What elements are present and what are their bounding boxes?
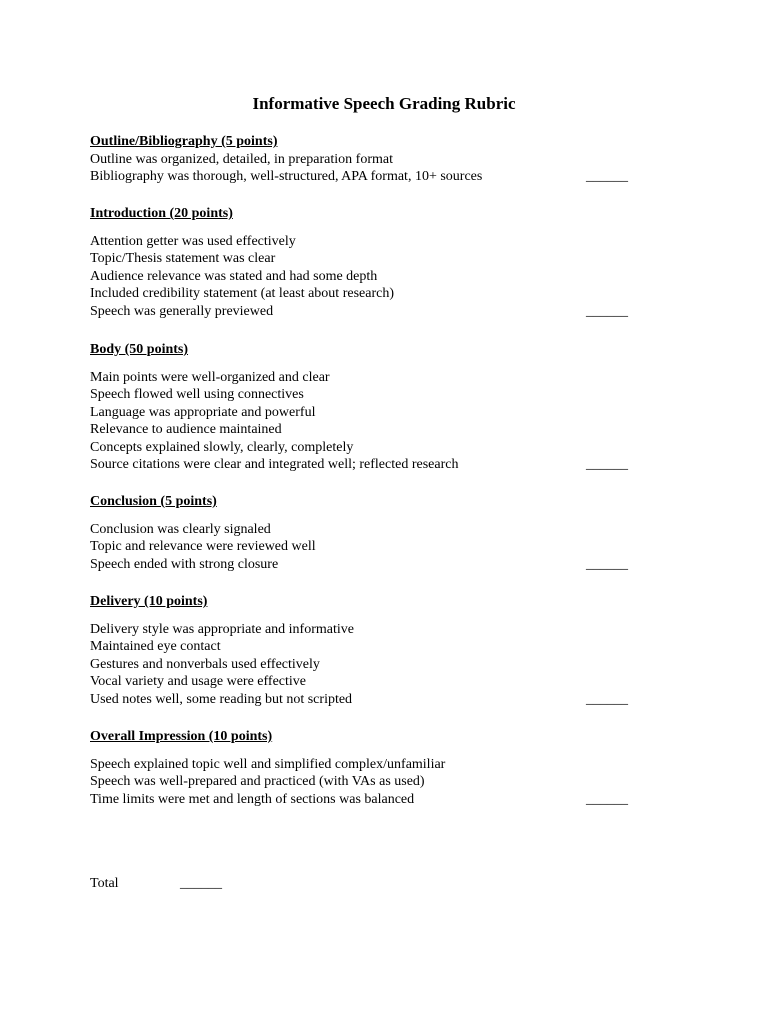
rubric-item: Maintained eye contact — [90, 639, 221, 654]
rubric-item: Speech flowed well using connectives — [90, 387, 304, 402]
section-heading: Overall Impression (10 points) — [90, 729, 273, 744]
total-blank: ______ — [180, 876, 222, 891]
rubric-item: Speech was well-prepared and practiced (with VAs as used) — [90, 774, 425, 789]
rubric-item-text: Speech ended with strong closure — [90, 556, 279, 572]
rubric-item: Conclusion was clearly signaled — [90, 521, 271, 537]
rubric-item: Speech explained topic well and simplified complex/unfamiliar — [90, 756, 446, 772]
rubric-item: Vocal variety and usage were effective — [90, 674, 306, 689]
rubric-item-last — [90, 691, 650, 709]
rubric-item: Included credibility statement (at least about research) — [90, 286, 394, 301]
rubric-item-last — [90, 456, 650, 474]
rubric-item: Outline was organized, detailed, in preparation format — [90, 151, 393, 167]
rubric-item-last — [90, 791, 650, 809]
rubric-item: Topic/Thesis statement was clear — [90, 251, 276, 266]
section-body — [90, 341, 650, 474]
total-row — [90, 875, 290, 893]
section-heading: Outline/Bibliography (5 points) — [90, 134, 278, 149]
score-blank: ______ — [586, 691, 628, 707]
score-blank: ______ — [586, 303, 628, 319]
section-heading: Delivery (10 points) — [90, 594, 208, 609]
rubric-item: Attention getter was used effectively — [90, 233, 296, 249]
page-title: Informative Speech Grading Rubric — [252, 94, 516, 113]
section-heading: Body (50 points) — [90, 342, 189, 357]
rubric-item: Topic and relevance were reviewed well — [90, 539, 316, 554]
rubric-item-last — [90, 556, 650, 574]
section-introduction — [90, 205, 650, 320]
rubric-item: Relevance to audience maintained — [90, 422, 282, 437]
rubric-item-text: Time limits were met and length of sections was balanced — [90, 791, 415, 807]
rubric-item: Audience relevance was stated and had some depth — [90, 268, 378, 284]
rubric-item-text: Source citations were clear and integrated well; reflected research — [90, 457, 459, 472]
section-heading: Introduction (20 points) — [90, 206, 233, 221]
rubric-item-text: Speech was generally previewed — [90, 303, 274, 319]
rubric-item-text: Used notes well, some reading but not scripted — [90, 691, 353, 707]
total-label: Total — [90, 876, 119, 891]
rubric-item: Language was appropriate and powerful — [90, 404, 316, 420]
rubric-item-text: Bibliography was thorough, well-structured, APA format, 10+ sources — [90, 169, 483, 184]
section-delivery — [90, 593, 650, 708]
rubric-item-last — [90, 303, 650, 321]
section-overall-impression — [90, 728, 650, 808]
score-blank: ______ — [586, 556, 628, 572]
score-blank: ______ — [586, 169, 628, 184]
score-blank: ______ — [586, 457, 628, 472]
rubric-item: Delivery style was appropriate and informative — [90, 621, 354, 637]
section-outline-bibliography — [90, 133, 650, 186]
rubric-item: Main points were well-organized and clear — [90, 369, 330, 385]
section-conclusion — [90, 493, 650, 573]
rubric-item: Gestures and nonverbals used effectively — [90, 656, 320, 672]
section-heading: Conclusion (5 points) — [90, 494, 217, 509]
score-blank: ______ — [586, 791, 628, 807]
rubric-item-last — [90, 168, 650, 186]
rubric-item: Concepts explained slowly, clearly, completely — [90, 439, 354, 455]
